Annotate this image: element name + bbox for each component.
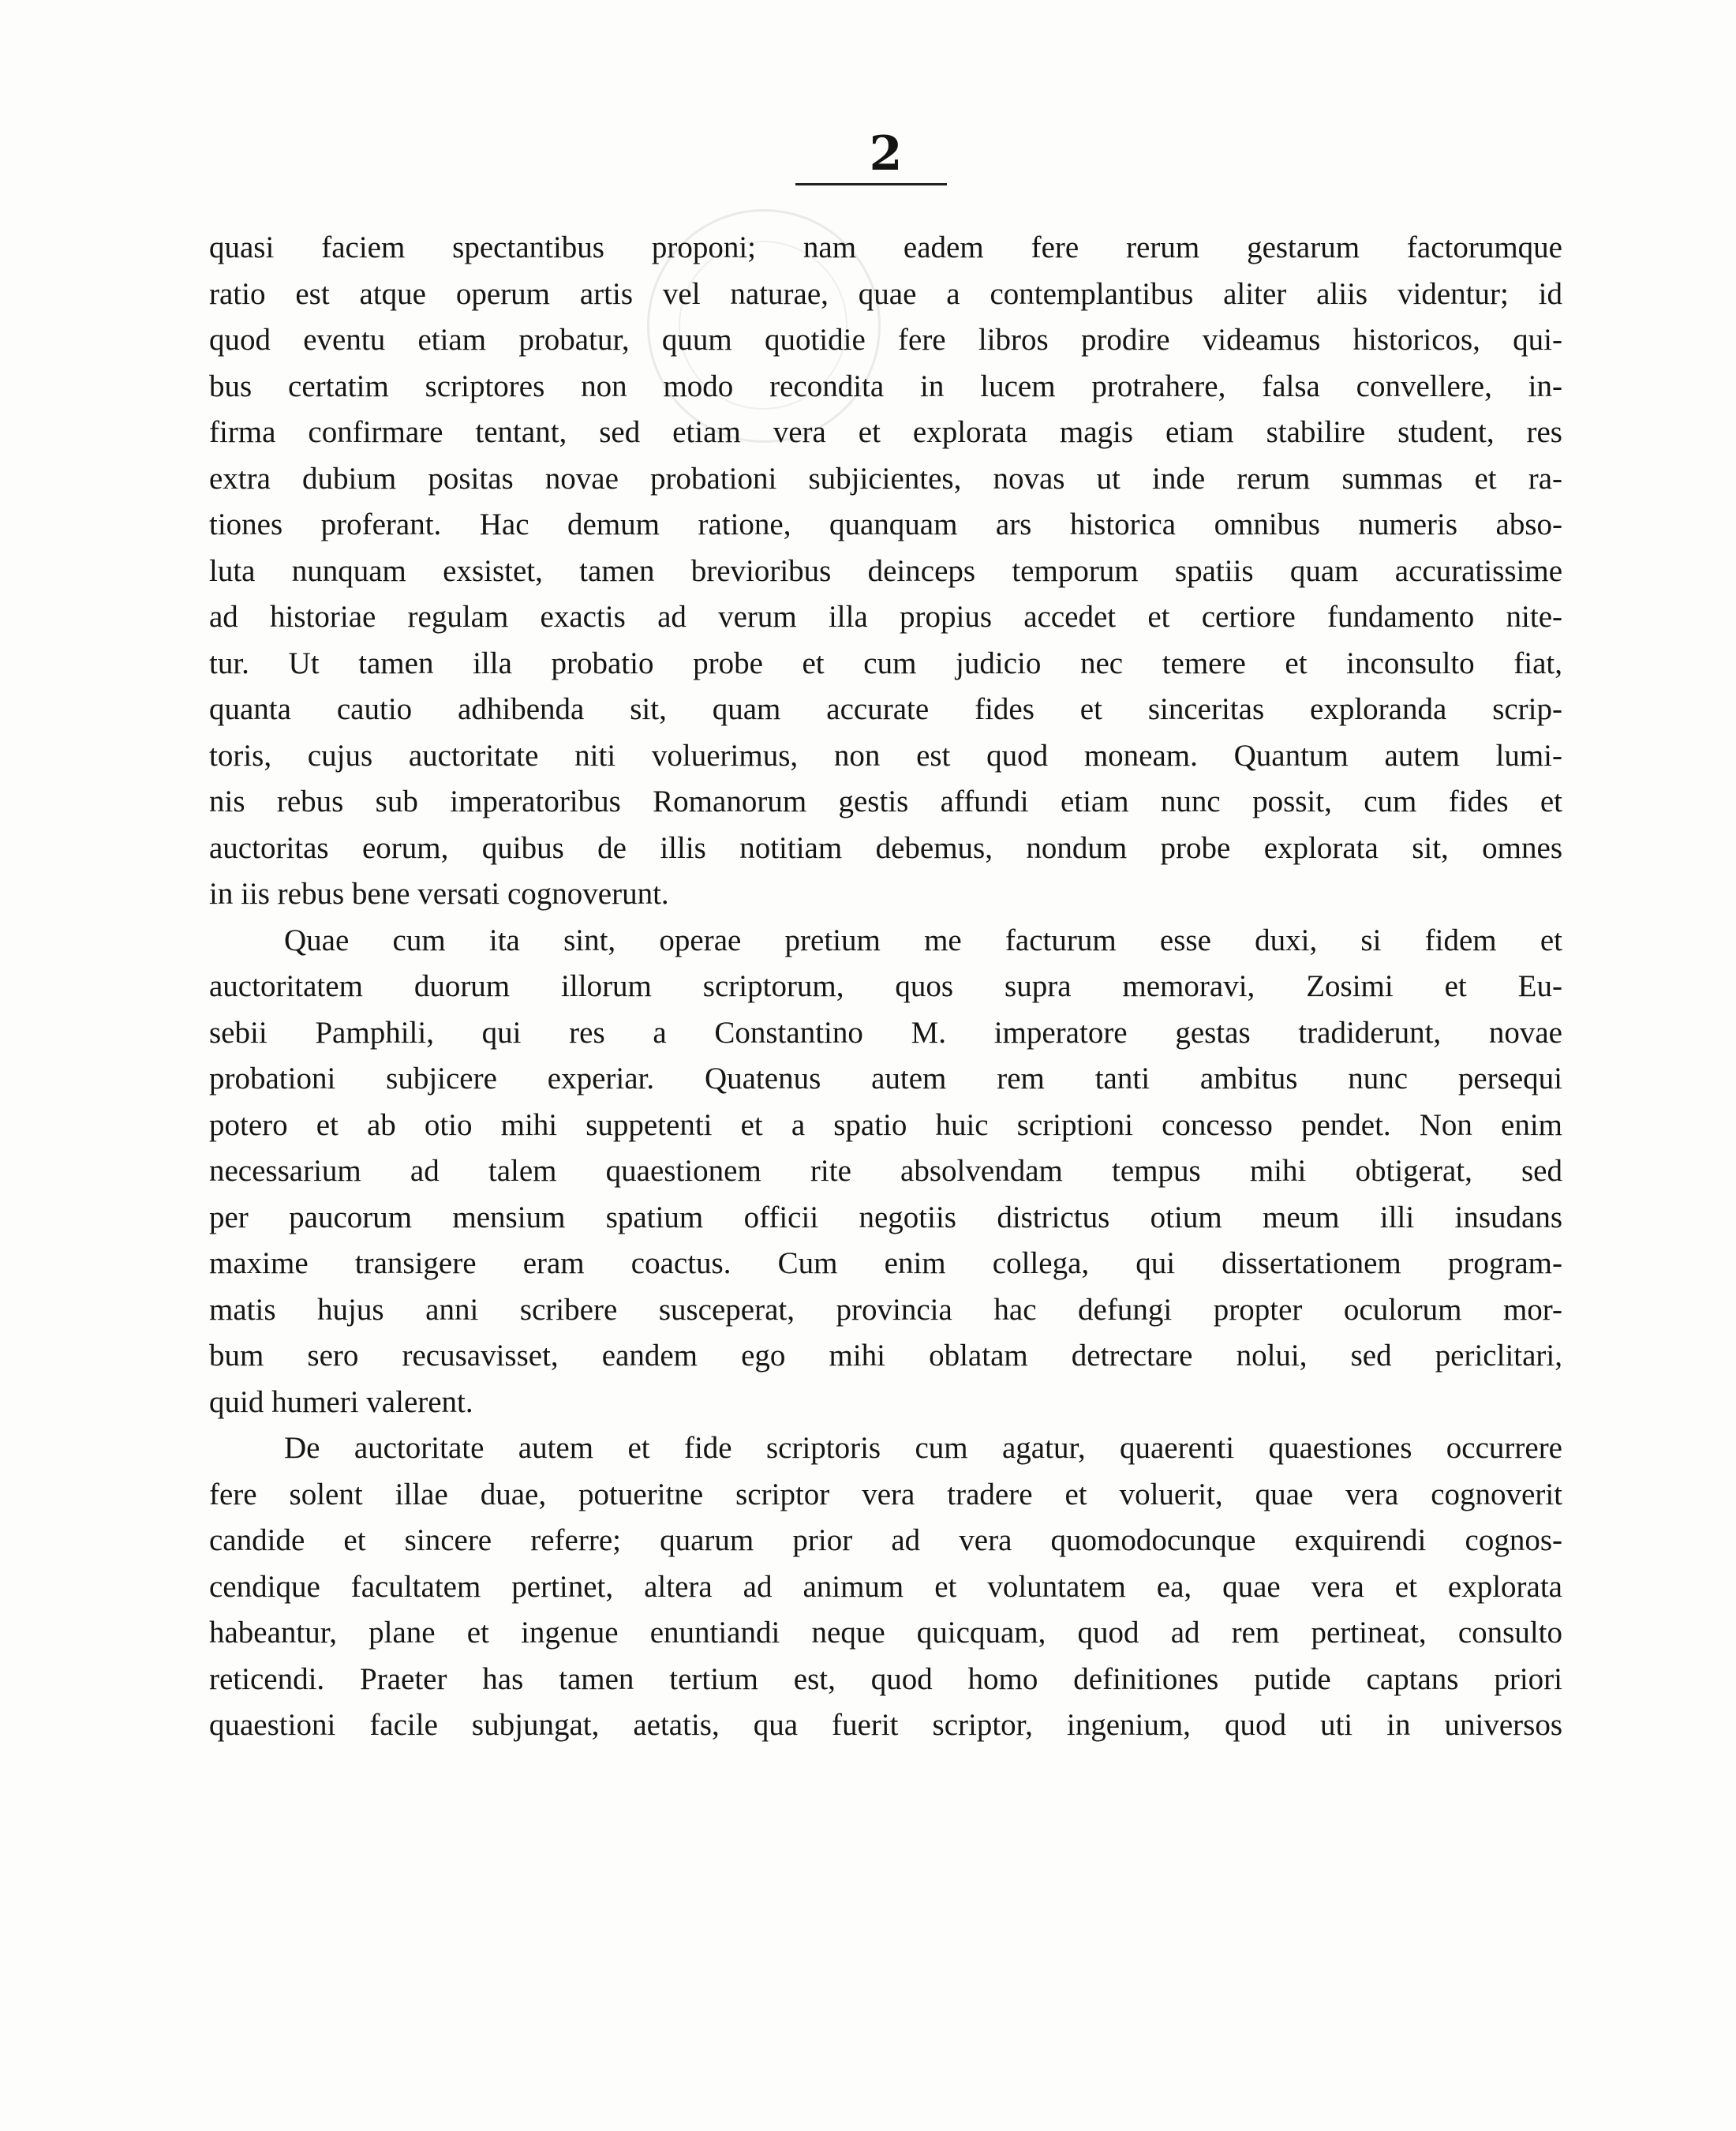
text-line: luta nunquam exsistet, tamen brevioribus deinceps temporum spatiis quam accuratissime <box>209 553 1562 588</box>
text-line: quod eventu etiam probatur, quum quotidie fere libros prodire videamus historicos, qui- <box>209 323 1562 357</box>
text-line: fere solent illae duae, potueritne scriptor vera tradere et voluerit, quae vera cognoverit <box>209 1477 1562 1511</box>
text-line: firma confirmare tentant, sed etiam vera et explorata magis etiam stabilire student, res <box>209 415 1562 449</box>
text-line: ratio est atque operum artis vel naturae, quae a contemplantibus aliter aliis videntur; id <box>209 276 1562 311</box>
text-line: cendique facultatem pertinet, altera ad animum et voluntatem ea, quae vera et explorata <box>209 1569 1562 1604</box>
text-line: quanta cautio adhibenda sit, quam accurate fides et sinceritas exploranda scrip- <box>209 692 1562 726</box>
text-line: potero et ab otio mihi suppetenti et a spatio huic scriptioni concesso pendet. Non enim <box>209 1107 1562 1142</box>
text-line: De auctoritate autem et fide scriptoris cum agatur, quaerenti quaestiones occurrere <box>284 1431 1562 1465</box>
text-line: quid humeri valerent. <box>209 1384 473 1419</box>
text-line: per paucorum mensium spatium officii negotiis districtus otium meum illi insudans <box>209 1200 1562 1234</box>
text-line: tiones proferant. Hac demum ratione, quanquam ars historica omnibus numeris abso- <box>209 507 1562 541</box>
text-line: tur. Ut tamen illa probatio probe et cum judicio nec temere et inconsulto fiat, <box>209 646 1562 680</box>
text-line: extra dubium positas novae probationi subjicientes, novas ut inde rerum summas et ra- <box>209 461 1562 496</box>
text-line: quasi faciem spectantibus proponi; nam eadem fere rerum gestarum factorumque <box>209 230 1562 264</box>
text-line: in iis rebus bene versati cognoverunt. <box>209 877 669 911</box>
text-line: auctoritas eorum, quibus de illis notitiam debemus, nondum probe explorata sit, omnes <box>209 830 1562 865</box>
text-line: toris, cujus auctoritate niti voluerimus, non est quod moneam. Quantum autem lumi- <box>209 738 1562 773</box>
text-line: candide et sincere referre; quarum prior ad vera quomodocunque exquirendi cognos- <box>209 1523 1562 1557</box>
page-number-rule <box>795 183 947 185</box>
text-line: probationi subjicere experiar. Quatenus autem rem tanti ambitus nunc persequi <box>209 1062 1562 1095</box>
text-line: nis rebus sub imperatoribus Romanorum gestis affundi etiam nunc possit, cum fides et <box>209 785 1562 818</box>
body-text <box>209 225 1562 1749</box>
text-line: Quae cum ita sint, operae pretium me facturum esse duxi, si fidem et <box>284 923 1562 957</box>
text-line: maxime transigere eram coactus. Cum enim collega, qui dissertationem program- <box>209 1246 1562 1280</box>
text-line: bum sero recusavisset, eandem ego mihi oblatam detrectare nolui, sed periclitari, <box>209 1339 1562 1373</box>
text-line: sebii Pamphili, qui res a Constantino M. imperatore gestas tradiderunt, novae <box>209 1015 1562 1050</box>
text-line: ad historiae regulam exactis ad verum illa propius accedet et certiore fundamento nite- <box>209 600 1562 634</box>
text-line: auctoritatem duorum illorum scriptorum, quos supra memoravi, Zosimi et Eu- <box>209 969 1562 1003</box>
text-line: bus certatim scriptores non modo recondita in lucem protrahere, falsa convellere, in- <box>209 369 1562 403</box>
text-line: reticendi. Praeter has tamen tertium est, quod homo definitiones putide captans priori <box>209 1661 1562 1696</box>
text-line: necessarium ad talem quaestionem rite absolvendam tempus mihi obtigerat, sed <box>209 1154 1562 1188</box>
text-line: habeantur, plane et ingenue enuntiandi neque quicquam, quod ad rem pertineat, consulto <box>209 1616 1562 1650</box>
text-line: quaestioni facile subjungat, aetatis, qua fuerit scriptor, ingenium, quod uti in universos <box>209 1708 1562 1742</box>
text-line: matis hujus anni scribere susceperat, provincia hac defungi propter oculorum mor- <box>209 1292 1562 1327</box>
page-number: 2 <box>869 126 903 182</box>
